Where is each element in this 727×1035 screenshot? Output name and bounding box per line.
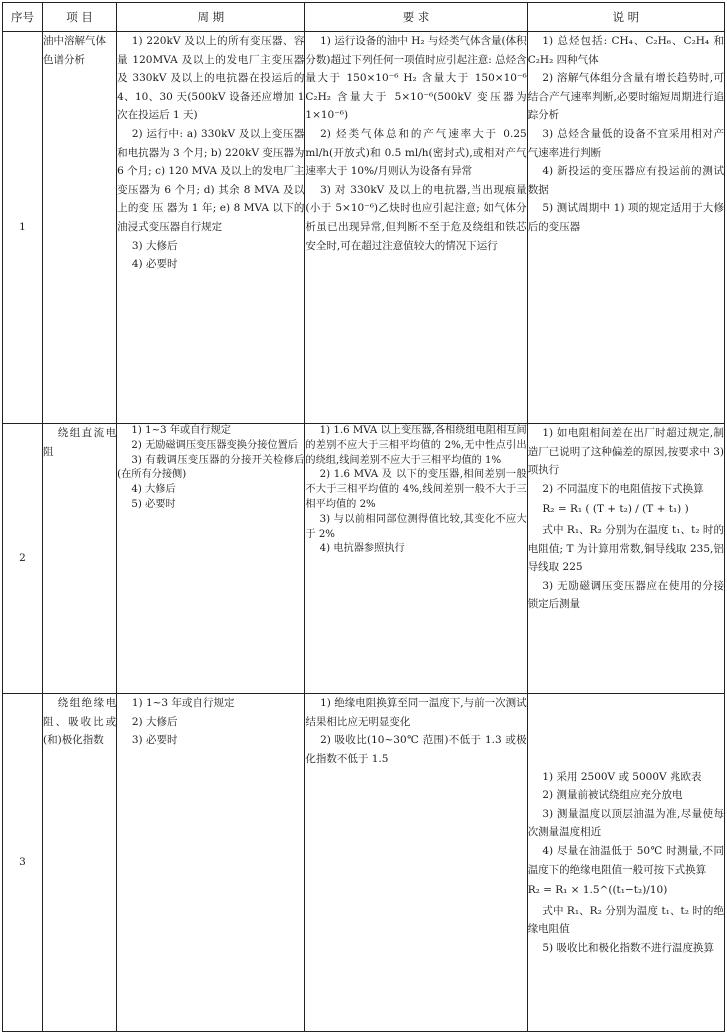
note-line: 式中 R₁、R₂ 分别为温度 t₁、t₂ 时的绝缘电阻值 xyxy=(527,904,724,936)
requirement-line: 2) 1.6 MVA 及 以下的变压器,相间差别一般不大于三相平均值的 4%,线间差别一般不大于三相平均值的 2% xyxy=(305,469,527,510)
requirement-line: 2) 烃类气体总和的产气速率大于 0.25 ml/h(开放式)和 0.5 ml/h(密封式),或相对产气速率大于 10%/月则认为设备有异常 xyxy=(305,127,527,178)
period-cell xyxy=(117,32,305,424)
row-number: 2 xyxy=(3,424,43,694)
item-name: 绕组直流电阻 xyxy=(43,427,117,458)
period-line: 1) 220kV 及以上的所有变压器、容量 120MVA 及以上的发电厂主变压器及 330kV 及以上的电抗器在投运后的 4、10、30 天(500kV 设备还应增加 1 次在投运后 1 天) xyxy=(117,35,305,122)
item-name: 绕组绝缘电阻、吸收比或(和)极化指数 xyxy=(43,697,117,747)
requirement-cell xyxy=(305,32,527,424)
header-note: 说 明 xyxy=(527,3,724,32)
item-cell xyxy=(43,694,117,1032)
period-line: 1) 1~3 年或自行规定 xyxy=(131,697,235,709)
item-name: 油中溶解气体色谱分析 xyxy=(43,35,107,66)
note-cell xyxy=(527,424,724,694)
period-line: 4) 大修后 xyxy=(131,484,176,496)
note-line: 3) 无励磁调压变压器应在使用的分接锁定后测量 xyxy=(527,579,724,611)
note-line: 1) 如电阻相间差在出厂时超过规定,制造厂已说明了这种偏差的原因,按要求中 3) 项执行 xyxy=(527,427,724,477)
table-header-row xyxy=(3,3,725,32)
table-row xyxy=(3,424,725,694)
note-line: 式中 R₁、R₂ 分别为在温度 t₁、t₂ 时的电阻值; T 为计算用常数,铜导线取 235,铝导线取 225 xyxy=(527,523,724,574)
requirement-line: 4) 电抗器参照执行 xyxy=(319,543,405,555)
item-cell xyxy=(43,32,117,424)
requirement-cell xyxy=(305,424,527,694)
note-line: 1) 总烃包括: CH₄、C₂H₆、C₂H₄ 和 C₂H₂ 四种气体 xyxy=(527,35,724,66)
period-line: 3) 必要时 xyxy=(131,734,178,747)
period-line: 2) 大修后 xyxy=(131,715,178,728)
note-line: 2) 不同温度下的电阻值按下式换算 xyxy=(542,482,704,495)
row-number: 3 xyxy=(3,694,43,1032)
table-row xyxy=(3,694,725,1032)
header-no: 序号 xyxy=(3,3,43,32)
note-line: 5) 测试周期中 1) 项的规定适用于大修后的变压器 xyxy=(527,202,724,233)
period-cell xyxy=(117,424,305,694)
note-line: 2) 溶解气体组分含量有增长趋势时,可结合产气速率判断,必要时缩短周期进行追踪分析 xyxy=(527,72,724,122)
note-cell xyxy=(527,694,724,1032)
note-line: 5) 吸收比和极化指数不进行温度换算 xyxy=(542,941,714,954)
note-line: 3) 测量温度以顶层油温为准,尽量使每次测量温度相近 xyxy=(527,807,724,839)
note-line: 1) 采用 2500V 或 5000V 兆欧表 xyxy=(542,770,702,783)
header-requirement: 要 求 xyxy=(305,3,527,32)
requirement-line: 3) 与以前相同部位测得值比较,其变化不应大于 2% xyxy=(305,513,527,540)
requirement-line: 1) 1.6 MVA 以上变压器,各相绕组电阻相互间的差别不应大于三相平均值的 2%,无中性点引出的绕组,线间差别不应大于三相平均值的 1% xyxy=(305,425,527,466)
item-cell xyxy=(43,424,117,694)
header-period: 周 期 xyxy=(117,3,305,32)
table-row xyxy=(3,32,725,424)
resistance-formula: R₂ = R₁ ( (T + t₂) / (T + t₁) ) xyxy=(542,503,689,516)
note-line: 4) 新投运的变压器应有投运前的测试数据 xyxy=(527,165,724,196)
requirement-cell xyxy=(305,694,527,1032)
row-number: 1 xyxy=(3,32,43,424)
requirement-line: 1) 运行设备的油中 H₂ 与烃类气体含量(体积分数)超过下列任何一项值时应引起注意: 总烃含量大于 150×10⁻⁶ H₂ 含量大于 150×10⁻⁶ C₂H₂ 含量大于 5×10⁻⁶(500kV 变压器为 1×10⁻⁶) xyxy=(305,35,527,122)
header-item: 项 目 xyxy=(43,3,117,32)
period-line: 5) 必要时 xyxy=(131,498,176,510)
requirement-line: 1) 绝缘电阻换算至同一温度下,与前一次测试结果相比应无明显变化 xyxy=(305,697,527,728)
period-cell xyxy=(117,694,305,1032)
requirement-line: 3) 对 330kV 及以上的电抗器,当出现痕量(小于 5×10⁻⁶)乙炔时也应引起注意; 如气体分析虽已出现异常,但判断不至于危及绕组和铁芯安全时,可在超过注意值较大的情况下运行 xyxy=(305,183,527,252)
note-line: 2) 测量前被试绕组应充分放电 xyxy=(542,789,683,802)
note-line: 3) 总烃含量低的设备不宜采用相对产气速率进行判断 xyxy=(527,127,724,159)
requirement-line: 2) 吸收比(10~30℃ 范围)不低于 1.3 或极化指数不低于 1.5 xyxy=(305,734,527,765)
standards-table xyxy=(2,2,725,1032)
note-cell xyxy=(527,32,724,424)
note-line: 4) 尽量在油温低于 50℃ 时测量,不同温度下的绝缘电阻值一般可按下式换算 xyxy=(527,844,724,876)
period-line: 2) 无励磁调压变压器变换分接位置后 xyxy=(131,439,298,451)
period-line: 2) 运行中: a) 330kV 及以上变压器和电抗器为 3 个月; b) 220kV 变压器为 6 个月; c) 120 MVA 及以上的发电厂主变压器为 6 个月; d) 其余 8 MVA 及以上的变 压 器为 1 年; e) 8 MVA 以下的油浸式变压器自行规定 xyxy=(117,127,305,233)
period-line: 4) 必要时 xyxy=(131,258,178,271)
period-line: 1) 1~3 年或自行规定 xyxy=(131,425,231,436)
period-line: 3) 有载调压变压器的分接开关检修后(在所有分接侧) xyxy=(117,454,305,481)
insulation-formula: R₂ = R₁ × 1.5^((t₁−t₂)/10) xyxy=(527,884,668,897)
period-line: 3) 大修后 xyxy=(131,239,178,252)
